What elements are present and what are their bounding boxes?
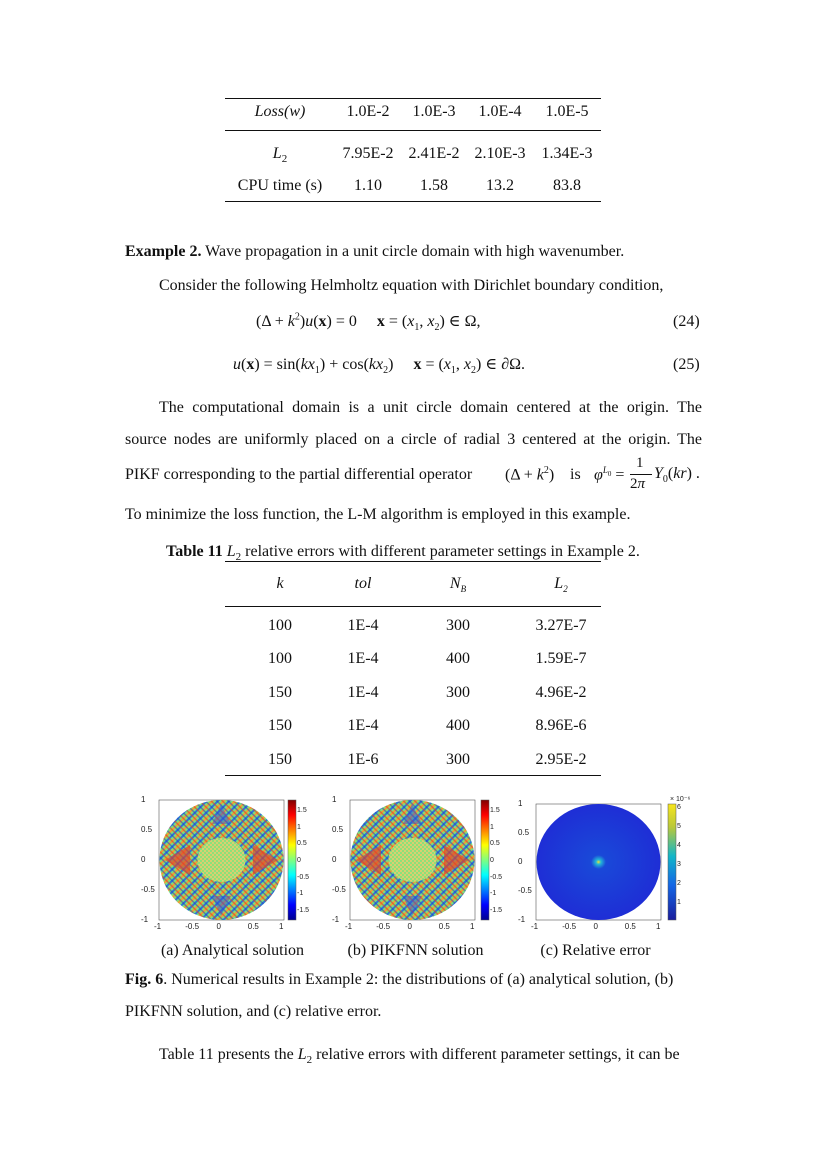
table-header-rule — [225, 130, 601, 131]
table-cell: 300 — [446, 751, 470, 768]
table-cell: 1.10 — [354, 177, 382, 194]
colorbar-tick-label: -1 — [297, 890, 304, 898]
table11-header-k: k — [276, 575, 284, 592]
table11-caption-label: Table 11 — [166, 543, 223, 560]
paragraph-word-is: is — [570, 466, 581, 483]
x-tick-label: 0.5 — [624, 922, 636, 931]
table11-caption-text: relative errors with different parameter settings in Example 2. — [241, 543, 640, 560]
table11-header-l2: $L_2$ — [554, 575, 568, 595]
subcaption-a: (a) Analytical solution — [160, 942, 305, 959]
table-header-loss: Loss(w) — [254, 103, 306, 120]
equation-25-number: (25) — [673, 356, 700, 373]
x-tick-label: -1 — [154, 922, 162, 931]
x-tick-label: -0.5 — [562, 922, 577, 931]
table-header-cell: 1.0E-2 — [346, 103, 390, 120]
y-tick-label: -1 — [141, 915, 149, 924]
table-cell: 300 — [446, 617, 470, 634]
table-cell: 1.59E-7 — [535, 650, 587, 667]
colorbar-tick-label: 4 — [677, 842, 681, 849]
pikf-formula: $\varphi^{L_0}$ = 1 2π $Y_0(kr)$ . — [594, 455, 700, 492]
table-header-cell: 1.0E-4 — [478, 103, 522, 120]
x-tick-label: 1 — [470, 922, 475, 931]
y-tick-label: 0.5 — [332, 825, 344, 834]
closing-paragraph: Table 11 presents the $L_2$ relative errors with different parameter settings, it can be — [159, 1046, 680, 1067]
x-tick-label: 1 — [656, 922, 661, 931]
table11-header-tol: tol — [354, 575, 372, 592]
table-cell: 150 — [268, 717, 292, 734]
table11-header-rule — [225, 606, 601, 607]
table-header-cell: 1.0E-3 — [412, 103, 456, 120]
paragraph-line: The computational domain is a unit circle domain centered at the origin. The — [159, 399, 702, 416]
table-header-cell: 1.0E-5 — [545, 103, 589, 120]
x-tick-label: -0.5 — [185, 922, 200, 931]
closing-text-a: Table 11 presents the — [159, 1046, 298, 1063]
panel-c-relative-error — [536, 804, 676, 920]
colorbar-tick-label: -1 — [490, 890, 497, 898]
y-tick-label: -0.5 — [518, 886, 532, 895]
table-cell: 1E-4 — [347, 650, 379, 667]
example-title-rest: Wave propagation in a unit circle domain with high wavenumber. — [201, 243, 625, 260]
colorbar-tick-label: 5 — [677, 823, 681, 830]
y-tick-label: 1 — [141, 795, 146, 804]
table-cell: 4.96E-2 — [535, 684, 587, 701]
table-cell: 150 — [268, 684, 292, 701]
operator-expression: $(\Delta + k^2)$ — [505, 465, 555, 484]
x-tick-label: -1 — [531, 922, 539, 931]
closing-text-b: relative errors with different parameter settings, it can be — [312, 1046, 680, 1063]
table-cell: 13.2 — [486, 177, 514, 194]
equation-24: $(\Delta + k^2)u(x) = 0$ $x = (x_1$, $x_2$) ∈ Ω, — [256, 311, 481, 334]
y-tick-label: 0 — [518, 857, 523, 866]
paragraph-line: source nodes are uniformly placed on a circle of radial 3 centered at the origin. The — [125, 431, 702, 448]
y-tick-label: -0.5 — [141, 885, 155, 894]
colorbar-tick-label: 0.5 — [297, 840, 307, 848]
y-tick-label: 0.5 — [141, 825, 153, 834]
table-top-rule — [225, 98, 601, 99]
table-cell: 2.95E-2 — [535, 751, 587, 768]
y-tick-label: 1 — [332, 795, 337, 804]
table11-top-rule — [225, 561, 601, 562]
table-cell: 1.58 — [420, 177, 448, 194]
x-tick-label: 0 — [216, 922, 221, 931]
equation-25: $u(x) = \sin(kx_1) + \cos(kx_2)$ $x = (x_1$, $x_2$) ∈ ∂Ω. — [233, 356, 525, 377]
table-cell: 1E-4 — [347, 617, 379, 634]
table-cell: 150 — [268, 751, 292, 768]
table-row-label: $L_2$ — [272, 145, 288, 166]
figure-caption-line1 — [125, 970, 673, 990]
x-tick-label: 1 — [279, 922, 284, 931]
table-cell: 300 — [446, 684, 470, 701]
colorbar-tick-label: 0 — [297, 857, 301, 864]
figure-caption-text: . Numerical results in Example 2: the distributions of (a) analytical solution, (b) — [163, 971, 674, 988]
table-cell: 83.8 — [553, 177, 581, 194]
x-tick-label: 0.5 — [438, 922, 450, 931]
colorbar-tick-label: 0.5 — [490, 840, 500, 848]
colorbar-tick-label: 6 — [677, 804, 681, 811]
colorbar-tick-label: 1.5 — [297, 807, 307, 814]
y-tick-label: 0 — [141, 855, 146, 864]
example-title: Example 2. — [125, 243, 202, 260]
table-cell: 2.41E-2 — [408, 145, 460, 162]
table-cell: 8.96E-6 — [535, 717, 587, 734]
table11-caption: Table 11 $L_2$ relative errors with different parameter settings in Example 2. — [166, 543, 640, 564]
table-cell: 400 — [446, 717, 470, 734]
colorbar-tick-label: -1.5 — [490, 907, 503, 914]
colorbar-tick-label: -1.5 — [297, 907, 310, 914]
x-tick-label: 0 — [407, 922, 412, 931]
colorbar-tick-label: 2 — [677, 880, 681, 887]
example-heading — [125, 242, 624, 262]
colorbar-tick-label: 1.5 — [490, 807, 500, 814]
colorbar-tick-label: 3 — [677, 861, 681, 868]
y-tick-label: 0.5 — [518, 828, 530, 837]
colorbar-exponent: × 10⁻⁶ — [670, 796, 691, 803]
table-cell: 100 — [268, 617, 292, 634]
y-tick-label: 1 — [518, 799, 523, 808]
x-tick-label: 0.5 — [247, 922, 259, 931]
colorbar-tick-label: -0.5 — [297, 873, 310, 881]
panel-b-pikfnn — [350, 800, 489, 920]
table-row-label: CPU time (s) — [237, 177, 323, 194]
table-cell: 1E-4 — [347, 684, 379, 701]
table-bottom-rule — [225, 201, 601, 202]
table-cell: 400 — [446, 650, 470, 667]
paragraph-line: To minimize the loss function, the L-M algorithm is employed in this example. — [125, 506, 631, 523]
table-cell: 1.34E-3 — [541, 145, 593, 162]
table-cell: 7.95E-2 — [342, 145, 394, 162]
colorbar-tick-label: 1 — [490, 823, 494, 831]
x-tick-label: 0 — [593, 922, 598, 931]
intro-text: Consider the following Helmholtz equation with Dirichlet boundary condition, — [159, 277, 664, 294]
y-tick-label: -0.5 — [332, 885, 346, 894]
table-cell: 100 — [268, 650, 292, 667]
figure-caption-line2: PIKFNN solution, and (c) relative error. — [125, 1003, 382, 1020]
x-tick-label: -0.5 — [376, 922, 391, 931]
y-tick-label: -1 — [332, 915, 340, 924]
colorbar-tick-label: 0 — [490, 857, 494, 864]
subcaption-b: (b) PIKFNN solution — [347, 942, 484, 959]
equation-24-number: (24) — [673, 313, 700, 330]
table11-bottom-rule — [225, 775, 601, 776]
x-tick-label: -1 — [345, 922, 353, 931]
colorbar-tick-label: 1 — [677, 899, 681, 906]
table-cell: 1E-6 — [347, 751, 379, 768]
panel-a-analytical — [159, 800, 296, 920]
colorbar-tick-label: -0.5 — [490, 873, 503, 881]
table-cell: 2.10E-3 — [474, 145, 526, 162]
table11-header-nb: $N_B$ — [449, 575, 467, 595]
figure-6 — [120, 790, 720, 935]
table-cell: 3.27E-7 — [535, 617, 587, 634]
colorbar-tick-label: 1 — [297, 823, 301, 831]
y-tick-label: -1 — [518, 915, 526, 924]
table-cell: 1E-4 — [347, 717, 379, 734]
subcaption-c: (c) Relative error — [540, 942, 651, 959]
paragraph-line-pikf: PIKF corresponding to the partial differential operator — [125, 466, 473, 483]
y-tick-label: 0 — [332, 855, 337, 864]
figure-caption-label: Fig. 6 — [125, 971, 164, 988]
